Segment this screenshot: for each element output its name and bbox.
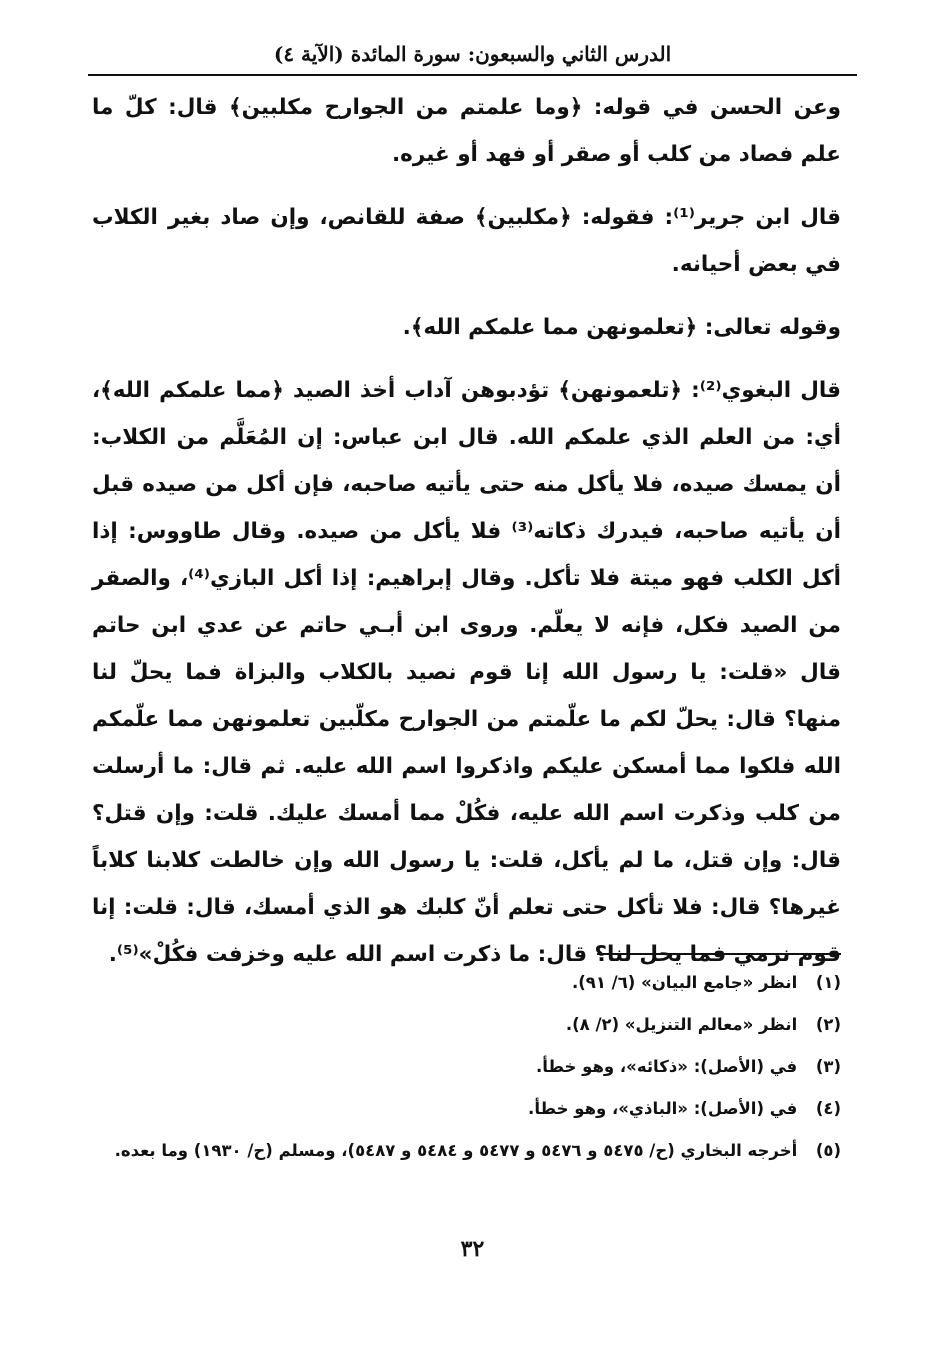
paragraph-hasan: وعن الحسن في قوله: ﴿وما علمتم من الجوارح مكلبين﴾ قال: كلّ ما علم فصاد من كلب أو صقر أو فهد أو غيره. bbox=[92, 95, 841, 167]
footnote-number: (٢) bbox=[815, 1015, 841, 1034]
footnote-text: في (الأصل): «ذكائه»، وهو خطأ. bbox=[535, 1057, 798, 1076]
paragraph-ibn-jarir: قال ابن جرير⁽¹⁾: فقوله: ﴿مكلبين﴾ صفة للقانص، وإن صاد بغير الكلاب في بعض أحيانه. bbox=[92, 205, 841, 277]
footnote-number: (٤) bbox=[815, 1099, 841, 1118]
paragraph-baghawi: قال البغوي⁽²⁾: ﴿تلعمونهن﴾ تؤدبوهن آداب أخذ الصيد ﴿مما علمكم الله﴾، أي: من العلم الذي علمكم الله. قال ابن عباس: إن المُعَلَّم من الكلاب: أن يمسك صيده، فلا يأكل منه حتى يأتيه صاحبه، فإن أكل من صيده قبل أن يأتيه صاحبه، فيدرك ذكاته⁽³⁾ فلا يأكل من صيده. وقال طاووس: إذا أكل الكلب فهو ميتة فلا تأكل. وقال إبراهيم: إذا أكل البازي⁽⁴⁾، والصقر من الصيد فكل، فإنه لا يعلّم. وروى ابن أبـي حاتم عن عدي ابن حاتم قال «قلت: يا رسول الله إنا قوم نصيد بالكلاب والبزاة فما يحلّ لنا منها؟ قال: يحلّ لكم ما علّمتم من الجوارح مكلّبين تعلمونهن مما علّمكم الله فلكوا مما أمسكن عليكم واذكروا اسم الله عليه. ثم قال: ما أرسلت من كلب وذكرت اسم الله عليه، فكُلْ مما أمسك عليك. قلت: وإن قتل؟ قال: وإن قتل، ما لم يأكل، قلت: يا رسول الله وإن خالطت كلابنا كلاباً غيرها؟ قال: فلا تأكل حتى تعلم أنّ كلبك هو الذي أمسك، قال: قلت: إنا قوم نرمي فما يحل لنا؟ قال: ما ذكرت اسم الله عليه وخزفت فكُلْ»⁽⁵⁾. bbox=[92, 378, 841, 967]
main-text bbox=[92, 84, 841, 978]
footnote-item bbox=[92, 962, 841, 1004]
page-number: ٣٢ bbox=[460, 1236, 485, 1262]
footnotes bbox=[92, 962, 841, 1168]
header-divider bbox=[88, 74, 857, 76]
footnote-divider bbox=[597, 953, 841, 955]
footnote-item bbox=[92, 1046, 841, 1088]
paragraph-verse: وقوله تعالى: ﴿تعلمونهن مما علمكم الله﴾. bbox=[402, 315, 841, 340]
footnote-item bbox=[92, 1088, 841, 1130]
footnote-text: في (الأصل): «الباذي»، وهو خطأ. bbox=[528, 1099, 798, 1118]
footnote-item bbox=[92, 1130, 841, 1168]
footnote-number: (١) bbox=[815, 973, 841, 992]
footnote-number: (٥) bbox=[815, 1141, 841, 1160]
footnote-text: أخرجه البخاري (ح/ ٥٤٧٥ و ٥٤٧٦ و ٥٤٧٧ و ٥٤٨٤ و ٥٤٨٧)، ومسلم (ح/ ١٩٣٠) وما بعده. bbox=[114, 1141, 798, 1160]
footnote-text: انظر «جامع البيان» (٦/ ٩١). bbox=[571, 973, 798, 992]
footnote-number: (٣) bbox=[815, 1057, 841, 1076]
footnote-item bbox=[92, 1004, 841, 1046]
running-header: الدرس الثاني والسبعون: سورة المائدة (الآية ٤) bbox=[273, 42, 672, 66]
footnote-text: انظر «معالم التنزيل» (٢/ ٨). bbox=[565, 1015, 798, 1034]
